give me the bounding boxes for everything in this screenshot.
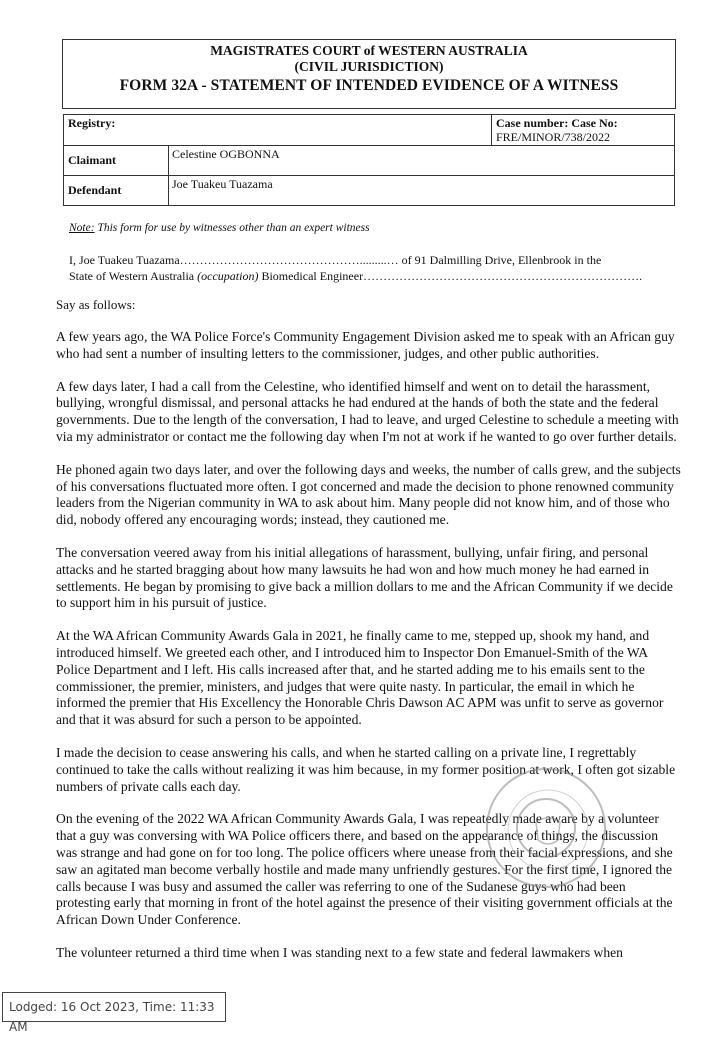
defendant-name: Joe Tuakeu Tuazama xyxy=(169,176,675,206)
note-prefix: Note: xyxy=(69,222,95,234)
seal-inner-ring xyxy=(516,798,576,858)
case-number: FRE/MINOR/738/2022 xyxy=(496,130,611,144)
paragraph: At the WA African Community Awards Gala in 2021, he finally came to me, stepped up, shook my hand, and introduced himself. We greeted each other, and I introduced him to Inspector Don Emanuel-Smith of the WA Police Department and I left. His calls increased after that, and he started adding me to his emails sent to the commissioner, the premier, ministers, and judges that were quite nasty. In particular, the email in which he informed the premier that His Excellency the Honorable Chris Dawson AC APM was unfit to serve as governor and that it was absurd for such a person to be appointed. xyxy=(56,628,664,728)
paragraph: On the evening of the 2022 WA African Community Awards Gala, I was repeatedly made aware by a volunteer that a guy was conversing with WA Police officers there, and based on the appearance of things, the discussion was strange and had gone on for too long. The police officers where unease from their facial expressions, and she saw an agitated man become verbally hostile and made many unfriendly gestures. For the first time, I ignored the calls because I was busy and assumed the caller was referring to one of the Sudanese guys who had been protesting early that morning in front of the hotel against the presence of their visiting government officials at the African Down Under Conference. xyxy=(56,811,673,928)
paragraph: A few years ago, the WA Police Force's Community Engagement Division asked me to speak with an African guy who had sent a number of insulting letters to the commissioner, judges, and other public authorities. xyxy=(56,329,675,361)
intro-line-1: I, Joe Tuakeu Tuazama……………………………………….........… of 91 Dalmilling Drive, Ellenbrook in the xyxy=(69,253,602,267)
form-note xyxy=(69,222,370,234)
paragraph: A few days later, I had a call from the Celestine, who identified himself and went on to detail the harassment, bullying, wrongful dismissal, and personal attacks he had endured at the hands of both the state and the federal governments. Due to the length of the conversation, I had to leave, and urged Celestine to schedule a meeting with via my administrator or contact me the following day when I'm not at work if he wanted to go over further details. xyxy=(56,378,679,444)
parties-table xyxy=(63,114,675,206)
lodged-stamp: Lodged: 16 Oct 2023, Time: 11:33 AM xyxy=(2,992,226,1022)
claimant-label: Claimant xyxy=(64,146,169,176)
registry-label: Registry: xyxy=(64,115,492,146)
case-number-cell xyxy=(492,115,675,146)
form-title: FORM 32A - STATEMENT OF INTENDED EVIDENCE OF A WITNESS xyxy=(119,77,619,94)
paragraph: The conversation veered away from his initial allegations of harassment, bullying, unfair firing, and personal attacks and he started bragging about how many lawsuits he had won and how much money he had earned in settlements. He began by promising to give back a million dollars to me and the African Community if we decide to support him in his pursuit of justice. xyxy=(56,544,673,611)
court-seal-stamp xyxy=(486,768,606,888)
intro-line-2 xyxy=(69,268,675,284)
intro-state: State of Western Australia xyxy=(69,269,198,283)
note-text: This form for use by witnesses other than an expert witness xyxy=(94,222,370,234)
witness-intro xyxy=(69,252,675,284)
intro-occupation-label: (occupation) xyxy=(197,269,259,283)
jurisdiction: (CIVIL JURISDICTION) xyxy=(294,59,444,74)
paragraph: I made the decision to cease answering his calls, and when he started calling on a private line, I regrettably continued to take the calls without realizing it was him because, in my former position at work, I often got sizable numbers of private calls each day. xyxy=(56,744,676,794)
say-as-follows: Say as follows: xyxy=(56,297,136,312)
case-number-label: Case number: Case No: xyxy=(496,116,618,130)
intro-occupation: Biomedical Engineer……………………………………………………………. xyxy=(258,269,643,283)
paragraph: He phoned again two days later, and over the following days and weeks, the number of calls grew, and the subjects of his conversations fluctuated more often. I got concerned and made the decision to phone renowned community leaders from the Nigerian community in WA to ask about him. Many people did not know him, and of those who did, nobody offered any encouraging words; instead, they cautioned me. xyxy=(56,461,681,528)
court-name: MAGISTRATES COURT of WESTERN AUSTRALIA xyxy=(210,43,528,58)
form-header xyxy=(62,39,676,109)
claimant-name: Celestine OGBONNA xyxy=(169,146,675,176)
defendant-label: Defendant xyxy=(64,176,169,206)
paragraph: The volunteer returned a third time when I was standing next to a few state and federal lawmakers when xyxy=(56,944,623,960)
